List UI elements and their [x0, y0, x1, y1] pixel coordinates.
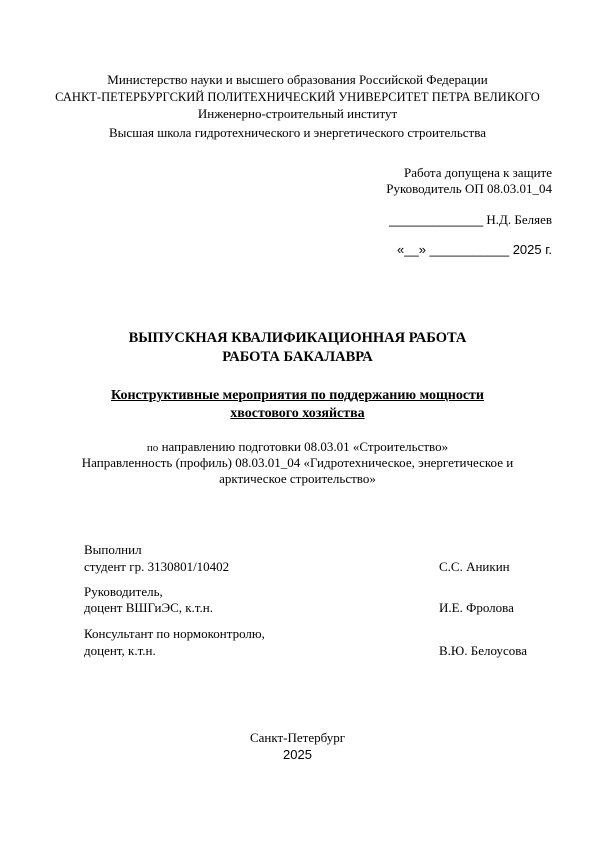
- work-topic-line-1: Конструктивные мероприятия по поддержанию мощности: [111, 388, 484, 403]
- approval-signature-line: [389, 212, 552, 228]
- supervisor-position: доцент ВШГиЭС, к.т.н.: [84, 600, 213, 615]
- supervisor-name: И.Е. Фролова: [439, 600, 514, 615]
- school-name: Высшая школа гидротехнического и энергетического строительства: [109, 125, 486, 140]
- institute-name: Инженерно-строительный институт: [197, 106, 398, 121]
- approval-date-line: [397, 242, 552, 257]
- consultant-name: В.Ю. Белоусова: [439, 643, 528, 658]
- performer-group: студент гр. 3130801/10402: [84, 559, 230, 574]
- footer-year: 2025: [283, 747, 312, 762]
- university-name: САНКТ-ПЕТЕРБУРГСКИЙ ПОЛИТЕХНИЧЕСКИЙ УНИВЕРСИТЕТ ПЕТРА ВЕЛИКОГО: [55, 90, 540, 104]
- date-month-blank: _________: [429, 242, 495, 257]
- date-open-quote: «: [396, 242, 405, 257]
- consultant-position: доцент, к.т.н.: [84, 643, 156, 658]
- signature-name: Н.Д. Беляев: [483, 212, 552, 227]
- direction-text: направлению подготовки 08.03.01 «Строительство»: [158, 439, 449, 454]
- work-title-line-1: ВЫПУСКНАЯ КВАЛИФИКАЦИОННАЯ РАБОТА: [128, 330, 467, 346]
- date-close-quote: »: [418, 242, 426, 257]
- direction-line-2: Направленность (профиль) 08.03.01_04 «Гидротехническое, энергетическое и: [81, 455, 514, 470]
- consultant-role: Консультант по нормоконтролю,: [84, 626, 265, 641]
- performer-role: Выполнил: [84, 542, 142, 557]
- date-day-blank: __: [404, 242, 419, 257]
- supervisor-role: Руководитель,: [84, 584, 163, 599]
- signature-blank: _____________: [389, 212, 484, 227]
- date-year: __ 2025 г.: [494, 242, 552, 257]
- direction-line-1: [0, 439, 595, 455]
- performer-name: С.С. Аникин: [439, 559, 510, 574]
- approval-line-1: Работа допущена к защите: [403, 165, 552, 180]
- footer-city: Санкт-Петербург: [249, 730, 346, 745]
- ministry-name: Министерство науки и высшего образования Российской Федерации: [107, 72, 488, 87]
- work-title-line-2: РАБОТА БАКАЛАВРА: [222, 349, 373, 365]
- approval-line-2: Руководитель ОП 08.03.01_04: [386, 181, 552, 196]
- work-topic-line-2: хвостового хозяйства: [230, 406, 365, 421]
- direction-line-3: арктическое строительство»: [219, 471, 376, 486]
- direction-prefix: по: [146, 442, 159, 454]
